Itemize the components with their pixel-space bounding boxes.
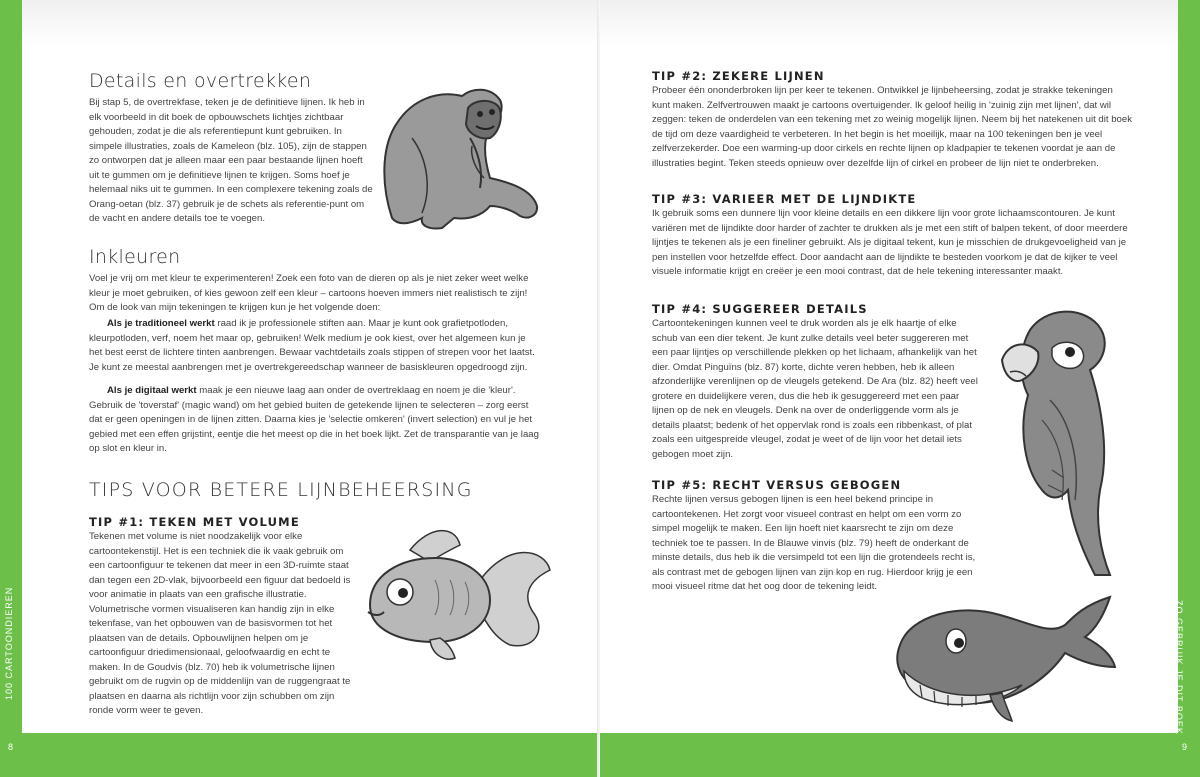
inkleuren-intro: Voel je vrij om met kleur te experimenteren! Zoek een foto van de dieren op als je niet zeker weet welke kleur je moet gebruiken, of kies gewoon zelf een kleur – cartoons hoeven immers niet realistisch te zijn! Om de look van mijn tekeningen te krijgen kun je het volgende doen: bbox=[89, 273, 529, 313]
page-number-right: 9 bbox=[1182, 742, 1188, 752]
tip2-body: Probeer één ononderbroken lijn per keer te tekenen. Ontwikkel je lijnbeheersing, zodat je strakke tekeningen kunt maken. Zelfvertrouwen maakt je cartoons overtuigender. Ik geloof heilig in 'zuinig zijn met lijnen', dat wil zeggen: teken de onderdelen van een tekening met zo weinig mogelijk lijnen. Neem bij het natekenen uit dit boek de tijd om deze vaardigheid te verbeteren. In het begin is het moeilijk, maar na 100 tekeningen ben je veel zelfverzekerder. Doe een warming-up door cirkels en rechte lijnen op kladpapier te tekenen voordat je aan de illustraties begint. Teken steeds opnieuw over dezelfde lijn of cirkel en probeer de lijn niet te onderbreken. bbox=[652, 85, 1133, 169]
orangutan-illustration bbox=[372, 78, 552, 238]
tip2-heading: TIP #2: ZEKERE LIJNEN bbox=[652, 69, 825, 83]
tip4-body: Cartoontekeningen kunnen veel te druk worden als je elk haartje of elke schub van een dier tekent. Je kunt zulke details veel beter suggereren met een paar lijntjes op verschillende plekken op het lichaam, afhankelijk van het dier. Omdat Pinguïns (blz. 87) korte, dichte veren hebben, heb ik alleen afzonderlijke verenlijnen op de vleugels getekend. De Ara (blz. 82) heeft veel grotere en duidelijkere veren, dus die heb ik gesuggereerd met een paar lijnen op de nek en vleugels. Denk na over de onderliggende vorm als je details plaatst; bedenk of het oppervlak rond is zoals een ribbenkast, of plat zoals een uitgespreide vleugel, zodat je weet of de lijn voor het detail iets gebogen moet zijn. bbox=[652, 318, 978, 460]
left-footer-bar bbox=[0, 733, 600, 777]
left-running-head: 100 CARTOONDIEREN bbox=[4, 586, 14, 700]
tip3-heading: TIP #3: VARIEER MET DE LIJNDIKTE bbox=[652, 192, 917, 206]
page-header-faded-right bbox=[600, 0, 1200, 46]
macaw-illustration bbox=[990, 300, 1140, 580]
goldfish-illustration bbox=[360, 520, 560, 670]
right-running-head: ZO GEBRUIK JE DIT BOEK bbox=[1174, 600, 1184, 735]
page-number-left: 8 bbox=[8, 742, 14, 752]
digitaal-lead: Als je digitaal werkt bbox=[107, 385, 197, 396]
whale-illustration bbox=[890, 585, 1120, 725]
section-heading-inkleuren: Inkleuren bbox=[89, 246, 181, 268]
section-body-details: Bij stap 5, de overtrekfase, teken je de definitieve lijnen. Ik heb in elk voorbeeld in dit boek de opbouwschets lichtjes zichtbaar gehouden, zodat je die als referentiepunt kunt gebruiken. In simpele illustraties, zoals de Kameleon (blz. 105), zijn de stappen zo ontworpen dat je alleen maar een paar bestaande lijnen hoeft uit te gummen om je definitieve lijnen te krijgen. Soms hoef je helemaal niks uit te gummen. In een complexere tekening zoals de Orang-oetan (blz. 37) gebruik je de schets als referentie-punt om de vacht en andere details toe te voegen. bbox=[89, 97, 373, 224]
traditioneel-text: raad ik je professionele stiften aan. Maar je kunt ook grafietpotloden, kleurpotloden, verf, noem het maar op, gebruiken! Welk medium je ook kiest, over het algemeen kun je het best eerst de lichtere tinten aanbrengen. Bewaar vachtdetails zoals stippen of strepen voor het laatst. Je kunt ze meestal aanbrengen met je overtrekgereedschap wanneer de basiskleuren opgedroogd zijn. bbox=[89, 318, 535, 373]
tip1-body: Tekenen met volume is niet noodzakelijk voor elke cartoontekenstijl. Het is een techniek die ik vaak gebruik om een cartoonfiguur te tekenen dat meer in een 3D-ruimte staat dan tegen een 2D-vlak, bijvoorbeeld een figuur dat bedoeld is voor animatie in plaats van een grafische illustratie. Volumetrische vormen visualiseren kan handig zijn in elke tekenfase, van het opbouwen van de basisvormen tot het plaatsen van de details. Opbouwlijnen helpen om je cartoonfiguur driedimensionaal, geloofwaardig en echt te maken. In de Goudvis (blz. 70) heb ik volumetrische lijnen gebruikt om de rugvin op de middenlijn van de ruggengraat te plaatsen en daarna als richtlijn voor zijn schubben om zijn ronde vorm weer te geven. bbox=[89, 531, 351, 716]
inkleuren-traditioneel bbox=[89, 317, 541, 375]
right-footer-bar bbox=[600, 733, 1200, 777]
section-heading-tips: TIPS VOOR BETERE LIJNBEHEERSING bbox=[89, 479, 473, 501]
section-heading-details: Details en overtrekken bbox=[89, 70, 312, 92]
tip1-heading: TIP #1: TEKEN MET VOLUME bbox=[89, 515, 300, 529]
tip3-body: Ik gebruik soms een dunnere lijn voor kleine details en een dikkere lijn voor grote lichaamscontouren. Je kunt variëren met de lijndikte door harder of zachter te drukken als je met een stift of balpen tekent, of door meerdere lijntjes te tekenen als je een fineliner gebruikt. Als je digitaal tekent, kun je misschien de drukgevoeligheid van je pen instellen voor hetzelfde effect. Door aandacht aan de lijndikte te besteden voorkom je dat de kijker te veel visuele informatie krijgt en creëer je een mooi contrast, dat de hele tekening interessanter maakt. bbox=[652, 208, 1128, 277]
page-header-faded bbox=[0, 0, 600, 46]
traditioneel-lead: Als je traditioneel werkt bbox=[107, 318, 215, 329]
tip5-heading: TIP #5: RECHT VERSUS GEBOGEN bbox=[652, 478, 902, 492]
tip4-heading: TIP #4: SUGGEREER DETAILS bbox=[652, 302, 868, 316]
digitaal-text: maak je een nieuwe laag aan onder de overtreklaag en noem je die 'kleur'. Gebruik de 'toverstaf' (magic wand) om het gebied buiten de getekende lijnen te selecteren – zorg eerst dat er geen openingen in de lijnen zitten. Daarna kies je 'selectie omkeren' (invert selection) en vul je het gebied met een effen grijstint, eentje die het meest op die in het boek lijkt. Zet de transparantie van je laag op slot en kleur in. bbox=[89, 385, 539, 454]
inkleuren-digitaal bbox=[89, 384, 541, 457]
tip5-body: Rechte lijnen versus gebogen lijnen is een heel bekend principe in cartoontekenen. Het zorgt voor visueel contrast en helpt om een vorm zo simpel mogelijk te maken. Een lijn hoeft niet kaarsrecht te zijn om deze techniek toe te passen. In de Blauwe vinvis (blz. 79) heeft de onderkant de minste details, dus heb ik die versimpeld tot een lijn die grotendeels recht is, als contrast met de gebogen lijnen van zijn kop en rug. Hierdoor krijg je een mooi visueel ritme dat het oog door de tekening leidt. bbox=[652, 494, 976, 592]
